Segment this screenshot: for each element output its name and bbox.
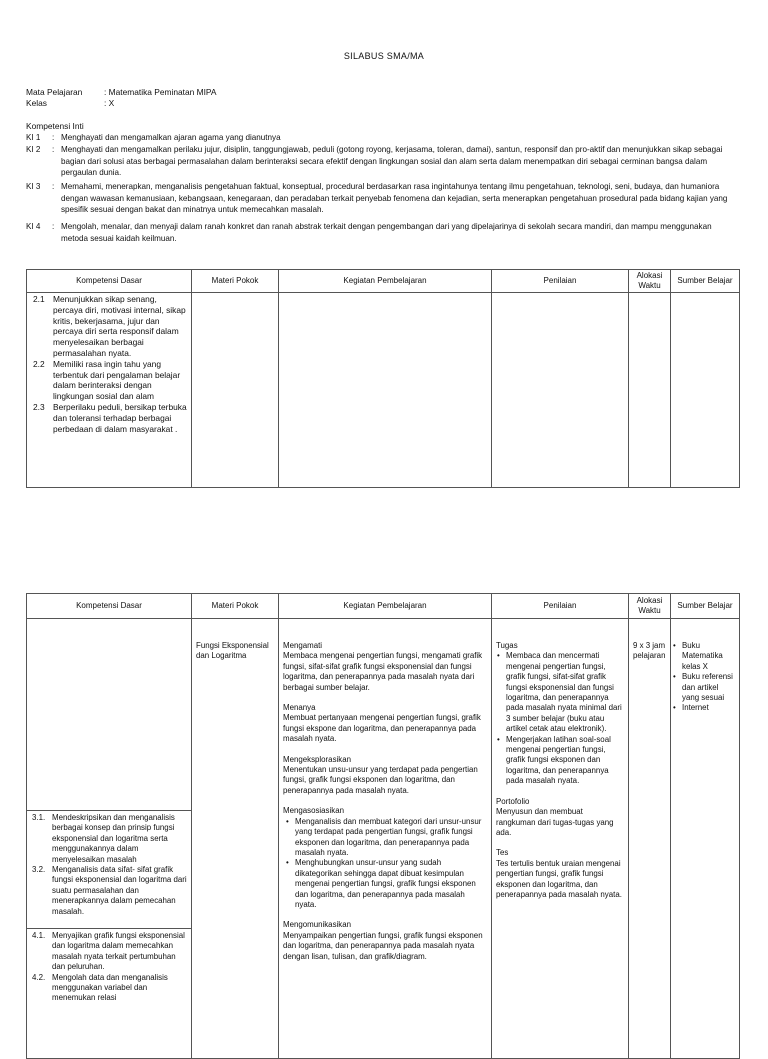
asosiasi-title: Mengasosiasikan <box>283 806 344 816</box>
class-label: Kelas <box>26 98 47 108</box>
materi-cell <box>192 619 279 1059</box>
kd4-block <box>27 928 191 1004</box>
alokasi-cell <box>629 293 671 488</box>
portofolio-text: Menyusun dan membuat rangkuman dari tugas-tugas yang ada. <box>496 807 614 837</box>
kd-item-4-2: 4.2. Mengolah data dan menganalisis menggunakan variabel dan menemukan relasi <box>32 972 168 1003</box>
ki-colon: : <box>52 145 55 154</box>
kd-item-3-2: 3.2. Menganalisis data sifat- sifat grafik fungsi eksponensial dan logaritma dari suatu permasalahan dan menerapkannya dalam pemecahan masalah. <box>32 865 187 916</box>
ki-colon: : <box>52 182 55 191</box>
ki-code: KI 3 <box>26 182 41 191</box>
header-materi-pokok: Materi Pokok <box>192 594 279 619</box>
header-materi-pokok: Materi Pokok <box>192 270 279 293</box>
subject-value: : Matematika Peminatan MIPA <box>104 87 217 97</box>
menanya-text: Membuat pertanyaan mengenai pengertian fungsi, grafik fungsi ekspone dan logaritma, dan penerapannya pada masalah nyata. <box>283 713 481 744</box>
kd3-block <box>27 810 191 917</box>
materi-text: Fungsi Eksponensial dan Logaritma <box>196 641 269 661</box>
header-kompetensi-dasar: Kompetensi Dasar <box>27 270 192 293</box>
table-row <box>27 619 740 1059</box>
header-kegiatan: Kegiatan Pembelajaran <box>279 594 492 619</box>
tes-text: Tes tertulis bentuk uraian mengenai pengertian fungsi, grafik fungsi eksponen dan logaritma, dan penerapannya pada masalah nyata. <box>496 858 622 899</box>
header-kegiatan: Kegiatan Pembelajaran <box>279 270 492 293</box>
sumber-item: • Buku Matematika kelas X <box>682 641 735 672</box>
kd-item-3-1: 3.1. Mendeskripsikan dan menganalisis berbagai konsep dan prinsip fungsi eksponensial dan logaritma serta menggunakannya dalam menyelesaikan masalah <box>32 813 175 864</box>
ki-code: KI 1 <box>26 133 41 142</box>
ki-text: Menghayati dan mengamalkan ajaran agama yang dianutnya <box>61 133 281 142</box>
ki-code: KI 4 <box>26 222 41 231</box>
materi-cell <box>192 293 279 488</box>
sumber-item: • Buku referensi dan artikel yang sesuai <box>682 672 735 703</box>
eksplorasi-text: Menentukan unsu-unsur yang terdapat pada pengertian fungsi, grafik fungsi eksponen dan logaritma, dan penerapannya pada masalah nyata. <box>283 765 478 795</box>
kd-item-2-3: 2.3 Berperilaku peduli, bersikap terbuka dan toleransi terhadap berbagai perbedaan di dalam masyarakat . <box>33 401 187 434</box>
header-penilaian: Penilaian <box>492 270 629 293</box>
ki-3 <box>26 181 738 216</box>
class-row <box>26 98 114 109</box>
penilaian-cell <box>492 293 629 488</box>
header-alokasi-waktu: Alokasi Waktu <box>629 270 671 293</box>
alokasi-text: 9 x 3 jam pelajaran <box>633 641 666 661</box>
table-row <box>27 293 740 488</box>
header-alokasi-waktu: Alokasi Waktu <box>629 594 671 619</box>
ki-colon: : <box>52 222 55 231</box>
header-sumber-belajar: Sumber Belajar <box>671 270 740 293</box>
document-title: SILABUS SMA/MA <box>343 51 425 61</box>
ki-text: Menghayati dan mengamalkan perilaku jujur, disiplin, tanggungjawab, peduli (gotong royong, kerjasama, toleran, damai), santun, responsif dan pro-aktif dan menunjukkan sikap sebagai bagian dari solusi atas berbagai permasalahan dalam berinteraksi secara efektif dengan lingkungan sosial dan alam serta dalam menempatkan diri sebagai cerminan bangsa dalam pergaulan dunia. <box>61 145 723 178</box>
sumber-item: • Internet <box>682 703 735 713</box>
kegiatan-cell <box>279 293 492 488</box>
asosiasi-item: • Menghubungkan unsur-unsur yang sudah dikategorikan sehingga dapat dibuat kesimpulan mengenai pengertian fungsi, grafik fungsi eksponen dan logaritma, dan penerapannya pada masalah nyata. <box>295 858 487 910</box>
mengamati-title: Mengamati <box>283 641 323 650</box>
ki-heading: Kompetensi Inti <box>26 121 84 131</box>
komunikasi-text: Menyampaikan pengertian fungsi, grafik fungsi eksponen dan logaritma, dan penerapannya pada masalah nyata dengan lisan, tulisan, dan grafik/diagram. <box>283 930 483 961</box>
menanya-title: Menanya <box>283 703 316 713</box>
kd-item-2-1: 2.1 Menunjukkan sikap senang, percaya diri, motivasi internal, sikap kritis, bekerjasama, jujur dan percaya diri serta responsif dalam menyelesaikan berbagai permasalahan nyata. <box>33 294 186 358</box>
kd-item-4-1: 4.1. Menyajikan grafik fungsi eksponensial dan logaritma dalam memecahkan masalah nyata terkait pertumbuhan dan peluruhan. <box>32 931 185 972</box>
tugas-title: Tugas <box>496 641 518 650</box>
eksplorasi-title: Mengeksplorasikan <box>283 754 351 764</box>
ki-text: Mengolah, menalar, dan menyaji dalam ranah konkret dan ranah abstrak terkait dengan pengembangan dari yang dipelajarinya di sekolah secara mandiri, dan mampu menggunakan metoda sesuai kaidah keilmuan. <box>61 222 712 243</box>
portofolio-title: Portofolio <box>496 796 530 806</box>
class-value: : X <box>104 98 115 108</box>
subject-row <box>26 87 217 98</box>
sumber-cell <box>671 619 740 1059</box>
kd-item-2-2: 2.2 Memiliki rasa ingin tahu yang terbentuk dari pengalaman belajar dalam berinteraksi dengan lingkungan sosial dan alam <box>33 358 181 402</box>
tugas-item: • Mengerjakan latihan soal-soal mengenai pengertian fungsi, grafik fungsi eksponen dan logaritma, dan penerapannya pada masalah nyata. <box>506 735 624 787</box>
komunikasi-title: Mengomunikasikan <box>283 920 351 930</box>
sumber-cell <box>671 293 740 488</box>
syllabus-table-2 <box>26 593 740 1059</box>
table-header-row <box>27 270 740 293</box>
ki-1 <box>26 132 738 144</box>
tes-title: Tes <box>496 848 509 858</box>
kegiatan-cell <box>279 619 492 1059</box>
kd-cell <box>27 619 192 1059</box>
kd-cell <box>27 293 192 488</box>
subject-label: Mata Pelajaran <box>26 87 83 97</box>
syllabus-table-1 <box>26 269 740 488</box>
asosiasi-item: • Menganalisis dan membuat kategori dari unsur-unsur yang terdapat pada pengertian fungsi, grafik fungsi eksponen dan logaritma, dan penerapannya pada masalah nyata. <box>295 817 487 859</box>
tugas-item: • Membaca dan mencermati mengenai pengertian fungsi, grafik fungsi, sifat-sifat grafik fungsi eksponensial dan fungsi logaritma, dan penerapannya pada masalah nyata minimal dari 3 sumber belajar (buku atau artikel cetak atau elektronik). <box>506 651 624 734</box>
ki-text: Memahami, menerapkan, menganalisis pengetahuan faktual, konseptual, procedural berdasarkan rasa ingintahunya tentang ilmu pengetahuan, teknologi, seni, budaya, dan humaniora dengan wawasan kemanusiaan, kebangsaan, kenegaraan, dan peradaban terkait penyebab fenomena dan kejadian, serta menerapkan pengetahuan prosedural pada bidang kajian yang spesifik sesuai dengan bakat dan minatnya untuk memecahkan masalah. <box>61 182 728 215</box>
ki-4 <box>26 221 738 244</box>
header-kompetensi-dasar: Kompetensi Dasar <box>27 594 192 619</box>
mengamati-text: Membaca mengenai pengertian fungsi, mengamati grafik fungsi, sifat-sifat grafik fungsi eksponensial dan fungsi logaritma, dan penerapannya pada masalah nyata dari berbagai sumber belajar. <box>283 651 483 692</box>
penilaian-cell <box>492 619 629 1059</box>
ki-code: KI 2 <box>26 145 41 154</box>
header-penilaian: Penilaian <box>492 594 629 619</box>
ki-colon: : <box>52 133 55 142</box>
ki-2 <box>26 144 738 179</box>
table-header-row <box>27 594 740 619</box>
alokasi-cell <box>629 619 671 1059</box>
header-sumber-belajar: Sumber Belajar <box>671 594 740 619</box>
